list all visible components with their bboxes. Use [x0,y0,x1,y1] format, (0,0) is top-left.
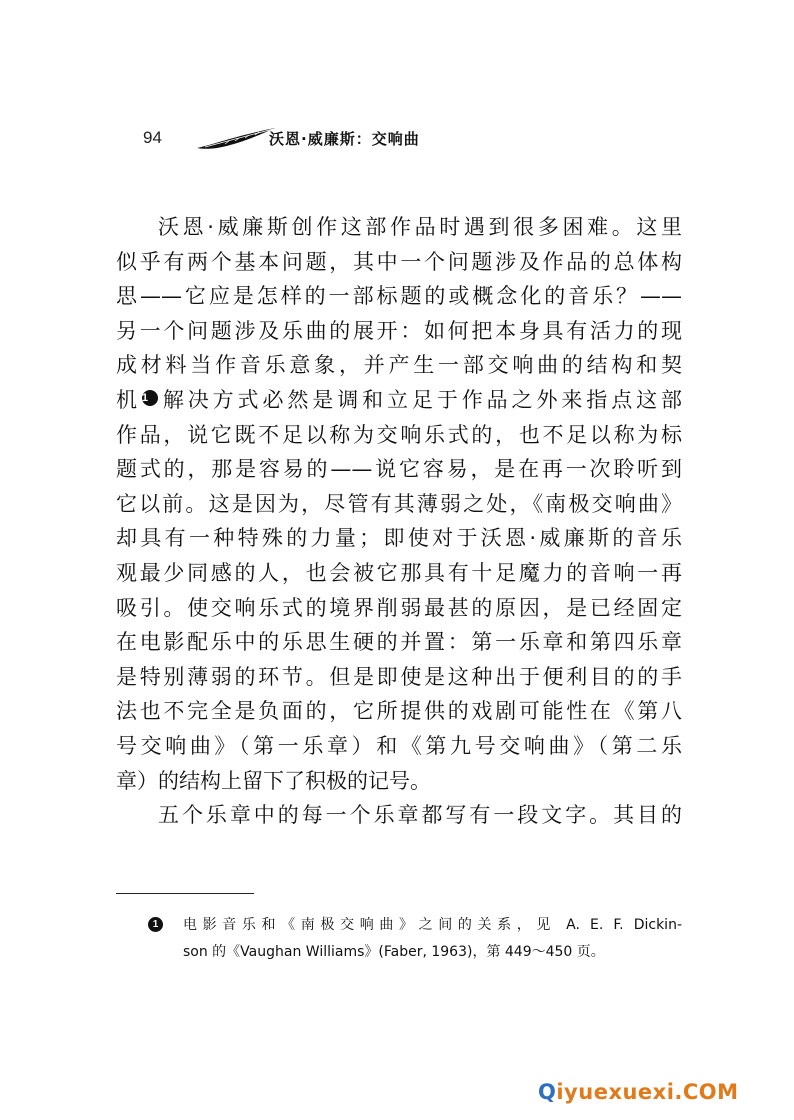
text-line: 它以前。这是因为，尽管有其薄弱之处，《南极交响曲》 [116,491,682,516]
text-line: 另一个问题涉及乐曲的展开：如何把本身具有活力的现 [116,318,682,343]
text-line: 成材料当作音乐意象，并产生一部交响曲的结构和契 [116,353,682,378]
text-line: 在电影配乐中的乐思生硬的并置：第一乐章和第四乐章 [116,630,682,655]
text-line: 却具有一种特殊的力量；即使对于沃恩·威廉斯的音乐 [116,526,682,551]
text-line: 是特别薄弱的环节。但是即使是这种出于便利目的的手 [116,664,682,689]
footnote-line: son 的《Vaughan Williams》(Faber, 1963)，第 449～450 页。 [183,944,605,960]
site-watermark [538,1080,778,1110]
text-line: 观最少同感的人，也会被它那具有十足魔力的音响一再 [116,560,682,585]
footnote-marker: 1 [148,917,163,932]
running-header [143,126,543,156]
text-line: 五个乐章中的每一个乐章都写有一段文字。其目的 [158,803,682,828]
line-prefix: 机 [116,387,141,412]
footnote-divider [116,893,254,894]
watermark-text: iyuexuexi.COM [556,1080,739,1104]
text-line: 思——它应是怎样的一部标题的或概念化的音乐？—— [116,284,682,309]
text-line [116,383,682,418]
text-line: 似乎有两个基本问题，其中一个问题涉及作品的总体构 [116,249,682,274]
text-line: 法也不完全是负面的，它所提供的戏剧可能性在《第八 [116,699,682,724]
quill-icon [195,126,277,152]
text-line: 作品，说它既不足以称为交响乐式的，也不足以称为标 [116,422,682,447]
text-line: 题式的，那是容易的——说它容易，是在再一次聆听到 [116,457,682,482]
body-text [116,210,682,833]
text-line: 号交响曲》（第一乐章）和《第九号交响曲》（第二乐 [116,733,682,758]
page-number: 94 [143,128,162,147]
watermark-q: Q [538,1080,557,1104]
text-line: 吸引。使交响乐式的境界削弱最甚的原因，是已经固定 [116,595,682,620]
footnote [150,912,682,966]
footnote-line: 电影音乐和《南极交响曲》之间的关系，见 A. E. F. Dickin- [183,917,682,933]
line-rest: 解决方式必然是调和立足于作品之外来指点这部 [158,387,682,412]
footnote-reference[interactable]: 1 [142,390,158,406]
text-line: 沃恩·威廉斯创作这部作品时遇到很多困难。这里 [158,215,682,239]
text-line: 章）的结构上留下了积极的记号。 [116,768,431,793]
running-title: 沃恩·威廉斯：交响曲 [269,130,420,148]
